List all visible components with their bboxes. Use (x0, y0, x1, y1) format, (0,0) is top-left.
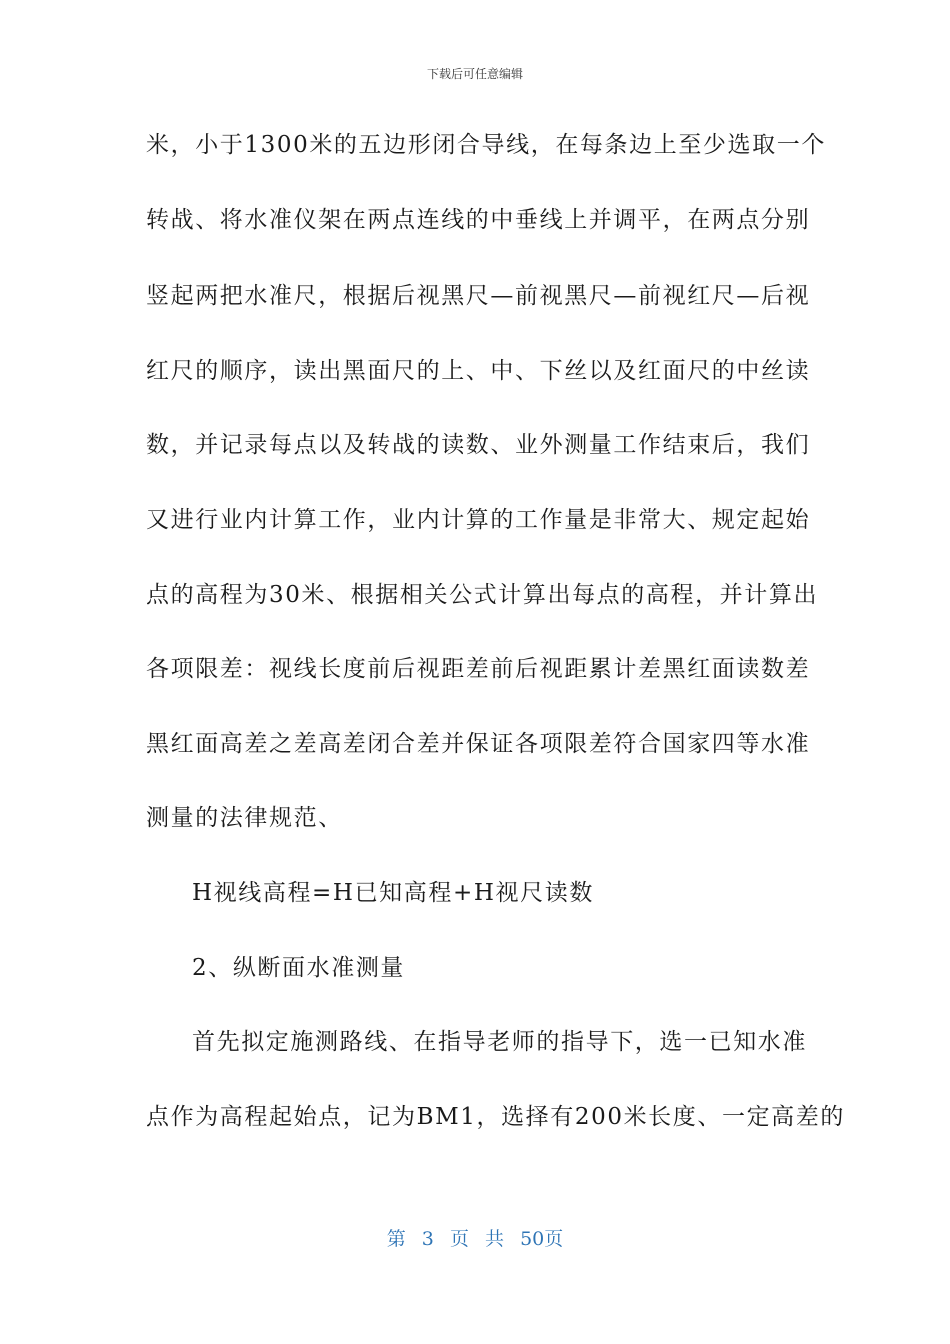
page-number: 3 (421, 1228, 434, 1250)
formula-line: H视线高程=H已知高程+H视尺读数 (192, 880, 594, 906)
total-pages: 50页 (520, 1228, 564, 1250)
body-line-14: 点作为高程起始点，记为BM1，选择有200米长度、一定高差的 (146, 1104, 845, 1130)
body-line-5: 数，并记录每点以及转战的读数、业外测量工作结束后，我们 (146, 432, 811, 458)
body-line-9: 黑红面高差之差高差闭合差并保证各项限差符合国家四等水准 (146, 731, 811, 757)
body-line-8: 各项限差：视线长度前后视距差前后视距累计差黑红面读数差 (146, 656, 811, 682)
body-line-13: 首先拟定施测路线、在指导老师的指导下，选一已知水准 (192, 1029, 807, 1055)
body-line-10: 测量的法律规范、 (146, 805, 343, 831)
section-heading: 2、纵断面水准测量 (192, 955, 406, 981)
body-line-7: 点的高程为30米、根据相关公式计算出每点的高程，并计算出 (146, 582, 819, 608)
body-line-6: 又进行业内计算工作，业内计算的工作量是非常大、规定起始 (146, 507, 811, 533)
page-label-mid: 页 (449, 1228, 469, 1250)
page-label-prefix: 第 (386, 1228, 406, 1250)
body-line-4: 红尺的顺序，读出黑面尺的上、中、下丝以及红面尺的中丝读 (146, 358, 811, 384)
body-line-1: 米，小于1300米的五边形闭合导线，在每条边上至少选取一个 (146, 132, 826, 158)
body-line-3: 竖起两把水准尺，根据后视黑尺—前视黑尺—前视红尺—后视 (146, 283, 811, 309)
total-label: 共 (485, 1228, 505, 1250)
page-footer (0, 1226, 950, 1252)
page-header: 下载后可任意编辑 (426, 67, 523, 81)
body-line-2: 转战、将水准仪架在两点连线的中垂线上并调平，在两点分别 (146, 207, 811, 233)
